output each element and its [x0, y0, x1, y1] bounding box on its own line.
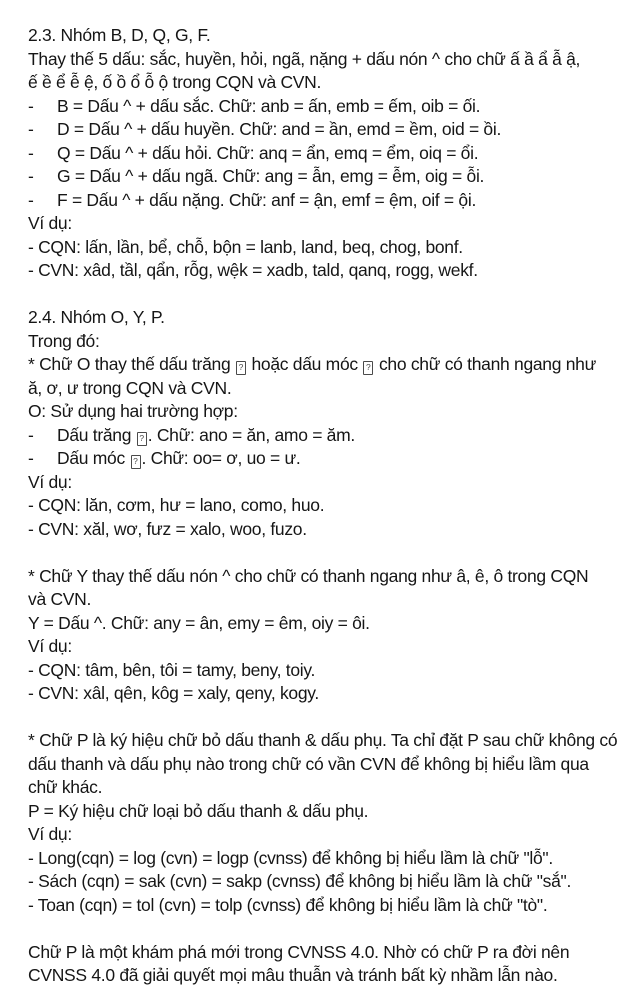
bullet-dash: - — [28, 142, 34, 163]
bullet-dash: - — [28, 119, 34, 139]
bullet-dash: - — [28, 448, 34, 468]
text-line: - CQN: lấn, lần, bể, chỗ, bộn = lanb, land, beq, chog, bonf. — [28, 236, 463, 257]
text-line: - CVN: xăl, wơ, fưz = xalo, woo, fuzo. — [28, 518, 307, 539]
missing-glyph-icon: ? — [363, 361, 373, 375]
text-line: Y = Dấu ^. Chữ: any = ân, emy = êm, oiy = ôi. — [28, 612, 370, 633]
text-line: ế ề ể ễ ệ, ố ồ ổ ỗ ộ trong CQN và CVN. — [28, 72, 322, 92]
text-line: Chữ P là một khám phá mới trong CVNSS 4.0. Nhờ có chữ P ra đời nên — [28, 941, 570, 962]
section-letter-p — [28, 729, 616, 917]
text-line: 2.3. Nhóm B, D, Q, G, F. — [28, 25, 211, 45]
text-line: Ví dụ: — [28, 471, 72, 492]
text-line: và CVN. — [28, 589, 92, 609]
text-line — [28, 118, 616, 142]
missing-glyph-icon: ? — [137, 432, 147, 446]
bullet-dash: - — [28, 424, 34, 445]
text-line: 2.4. Nhóm O, Y, P. — [28, 307, 165, 327]
bullet-text: Dấu trăng ? . Chữ: ano = ăn, amo = ăm. — [57, 424, 355, 445]
text-line: * Chữ O thay thế dấu trăng ? hoặc dấu móc ? cho chữ có thanh ngang như — [28, 354, 597, 374]
section-letter-y — [28, 565, 616, 706]
text-line: Thay thế 5 dấu: sắc, huyền, hỏi, ngã, nặng + dấu nón ^ cho chữ ấ ầ ẩ ẫ ậ, — [28, 48, 581, 69]
bullet-text: Q = Dấu ^ + dấu hỏi. Chữ: anq = ẩn, emq = ểm, oiq = ổi. — [57, 142, 479, 163]
text-line — [28, 424, 616, 448]
bullet-dash: - — [28, 166, 34, 186]
document-body — [28, 24, 616, 988]
text-line: * Chữ Y thay thế dấu nón ^ cho chữ có thanh ngang như â, ê, ô trong CQN — [28, 565, 589, 586]
text-line: - Toan (cqn) = tol (cvn) = tolp (cvnss) để không bị hiểu lầm là chữ "tò". — [28, 894, 548, 915]
text-line: Ví dụ: — [28, 213, 72, 233]
closing-paragraph — [28, 941, 616, 988]
text-line: - CVN: xâl, qên, kôg = xaly, qeny, kogy. — [28, 683, 319, 703]
section-2-3-group-bdqgf — [28, 24, 616, 283]
text-line — [28, 189, 616, 213]
text-line: * Chữ P là ký hiệu chữ bỏ dấu thanh & dấu phụ. Ta chỉ đặt P sau chữ không có — [28, 730, 618, 750]
bullet-dash: - — [28, 189, 34, 210]
missing-glyph-icon: ? — [131, 455, 141, 469]
text-line: - Long(cqn) = log (cvn) = logp (cvnss) để không bị hiểu lầm là chữ "lỗ". — [28, 847, 553, 868]
text-line: dấu thanh và dấu phụ nào trong chữ có vần CVN để không bị hiểu lầm qua — [28, 753, 589, 774]
bullet-text: Dấu móc ? . Chữ: oo= ơ, uo = ư. — [57, 448, 301, 468]
text-line — [28, 142, 616, 166]
text-line: - CQN: lăn, cơm, hư = lano, como, huo. — [28, 495, 325, 515]
text-line: Ví dụ: — [28, 636, 72, 656]
missing-glyph-icon: ? — [236, 361, 246, 375]
text-line — [28, 165, 616, 189]
text-line: - CVN: xâd, tầl, qẩn, rỗg, wệk = xadb, tald, qanq, rogg, wekf. — [28, 260, 478, 280]
text-line — [28, 447, 616, 471]
bullet-text: B = Dấu ^ + dấu sắc. Chữ: anb = ấn, emb = ếm, oib = ối. — [57, 95, 481, 116]
text-line: ă, ơ, ư trong CQN và CVN. — [28, 377, 232, 398]
section-2-4-group-oyp-letter-o — [28, 306, 616, 541]
text-line: Ví dụ: — [28, 824, 72, 844]
text-line: - CQN: tâm, bên, tôi = tamy, beny, toiy. — [28, 659, 316, 680]
bullet-text: D = Dấu ^ + dấu huyền. Chữ: and = ần, emd = ềm, oid = ồi. — [57, 119, 502, 139]
bullet-text: G = Dấu ^ + dấu ngã. Chữ: ang = ẫn, emg = ễm, oig = ỗi. — [57, 166, 485, 186]
text-line: - Sách (cqn) = sak (cvn) = sakp (cvnss) để không bị hiểu lầm là chữ "sắ". — [28, 871, 572, 891]
text-line — [28, 95, 616, 119]
bullet-text: F = Dấu ^ + dấu nặng. Chữ: anf = ận, emf = ệm, oif = ội. — [57, 189, 477, 210]
text-line: CVNSS 4.0 đã giải quyết mọi mâu thuẫn và tránh bất kỳ nhầm lẫn nào. — [28, 965, 558, 985]
bullet-dash: - — [28, 95, 34, 116]
text-line: Trong đó: — [28, 330, 100, 351]
text-line: chữ khác. — [28, 777, 103, 797]
text-line: O: Sử dụng hai trường hợp: — [28, 401, 238, 421]
text-line: P = Ký hiệu chữ loại bỏ dấu thanh & dấu phụ. — [28, 800, 369, 821]
